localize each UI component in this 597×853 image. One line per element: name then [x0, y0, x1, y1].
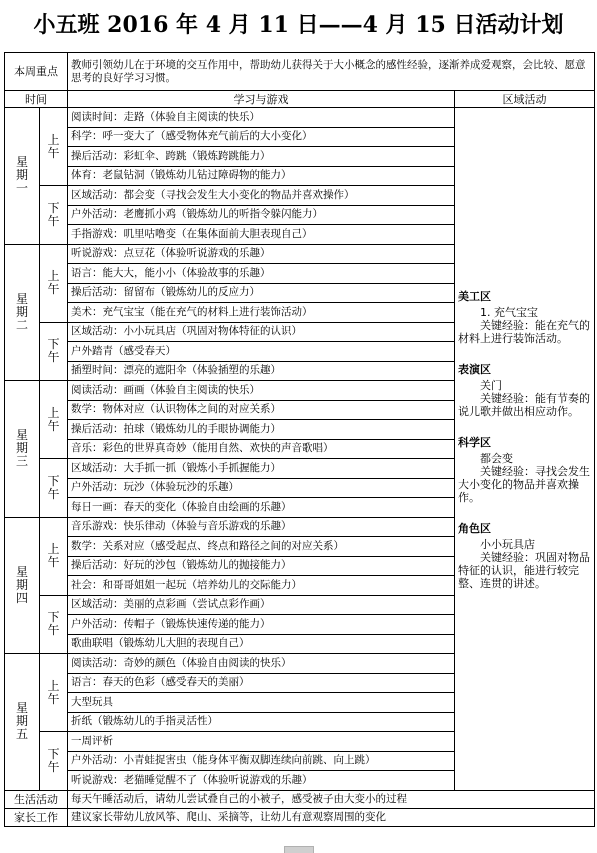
focus-row	[5, 53, 595, 91]
activity-cell: 区域活动：都会变（寻找会发生大小变化的物品并喜欢操作）	[68, 186, 455, 206]
life-row	[5, 790, 595, 808]
day-label-text: 星期一	[15, 155, 28, 196]
activity-cell: 科学：呼一变大了（感受物体充气前后的大小变化）	[68, 127, 455, 147]
morning-label-text: 上午	[47, 269, 60, 296]
area-item: 小小玩具店	[480, 537, 535, 551]
activity-cell: 操后活动：拍球（锻炼幼儿的手眼协调能力）	[68, 420, 455, 440]
afternoon-label-text: 下午	[47, 200, 60, 228]
day-label-text: 星期四	[15, 564, 28, 605]
area-item: 都会变	[480, 451, 513, 465]
activity-cell: 语言：能大大，能小小（体验故事的乐趣）	[68, 264, 455, 284]
activity-cell: 音乐：彩色的世界真奇妙（能用自然、欢快的声音歌唱）	[68, 439, 455, 459]
afternoon-label-text: 下午	[47, 473, 60, 501]
day-label	[5, 381, 40, 518]
activity-cell: 听说游戏：点豆花（体验听说游戏的乐趣）	[68, 244, 455, 264]
activity-cell: 插塑时间：漂亮的遮阳伞（体验插塑的乐趣）	[68, 361, 455, 381]
activity-cell: 折纸（锻炼幼儿的手指灵活性）	[68, 712, 455, 732]
area-item: 关门	[480, 378, 502, 392]
area-activities	[455, 108, 595, 791]
afternoon-label	[40, 322, 68, 381]
activity-cell: 区域活动：大手抓一抓（锻炼小手抓握能力）	[68, 459, 455, 479]
activity-cell: 操后活动：好玩的沙包（锻炼幼儿的抛接能力）	[68, 556, 455, 576]
day-label	[5, 244, 40, 381]
morning-label	[40, 244, 68, 322]
morning-label	[40, 517, 68, 595]
activity-cell: 社会：和哥哥姐姐一起玩（培养幼儿的交际能力）	[68, 576, 455, 596]
activity-cell: 区域活动：小小玩具店（巩固对物体特征的认识）	[68, 322, 455, 342]
parents-row	[5, 808, 595, 826]
area-name: 角色区	[458, 521, 491, 535]
morning-label-text: 上午	[47, 542, 60, 569]
morning-label-text: 上午	[47, 132, 60, 160]
activity-cell: 操后活动：留留布（锻炼幼儿的反应力）	[68, 283, 455, 303]
area-key-experience: 关键经验：巩固对物品特征的认识，能进行较完整、连贯的讲述。	[458, 550, 590, 590]
life-label: 生活活动	[5, 790, 68, 808]
activity-cell: 户外踏青（感受春天）	[68, 342, 455, 362]
activity-cell: 音乐游戏：快乐律动（体验与音乐游戏的乐趣）	[68, 517, 455, 537]
activity-cell: 大型玩具	[68, 693, 455, 713]
activity-cell: 美术：充气宝宝（能在充气的材料上进行装饰活动）	[68, 303, 455, 323]
activity-cell: 户外活动：玩沙（体验玩沙的乐趣）	[68, 478, 455, 498]
area-key-experience: 关键经验：能有节奏的说儿歌并做出相应动作。	[458, 391, 590, 418]
afternoon-label	[40, 732, 68, 791]
morning-label-text: 上午	[47, 405, 60, 433]
afternoon-label-text: 下午	[47, 337, 60, 365]
morning-label	[40, 108, 68, 186]
activity-cell: 体育：老鼠钻洞（锻炼幼儿钻过障碍物的能力）	[68, 166, 455, 186]
activity-cell: 听说游戏：老猫睡觉醒不了（体验听说游戏的乐趣）	[68, 771, 455, 791]
header-learning: 学习与游戏	[68, 91, 455, 108]
area-name: 美工区	[458, 289, 491, 303]
area-block	[458, 522, 591, 590]
afternoon-label	[40, 595, 68, 654]
activity-cell: 手指游戏：叽里咕噜变（在集体面前大胆表现自己）	[68, 225, 455, 245]
area-block	[458, 290, 591, 345]
header-area: 区域活动	[455, 91, 595, 108]
day-label	[5, 108, 40, 245]
life-text: 每天午睡活动后，请幼儿尝试叠自己的小被子，感受被子由大变小的过程	[68, 790, 595, 808]
activity-cell: 操后活动：彩虹伞、跨跳（锻炼跨跳能力）	[68, 147, 455, 167]
day-label	[5, 654, 40, 791]
afternoon-label-text: 下午	[47, 610, 60, 638]
activity-cell: 阅读时间：走路（体验自主阅读的快乐）	[68, 108, 455, 128]
area-name: 科学区	[458, 435, 491, 449]
activity-cell: 阅读活动：奇妙的颜色（体验自由阅读的快乐）	[68, 654, 455, 674]
activity-cell: 区域活动：美丽的点彩画（尝试点彩作画）	[68, 595, 455, 615]
activity-cell: 阅读活动：画画（体验自主阅读的快乐）	[68, 381, 455, 401]
morning-label	[40, 654, 68, 732]
activity-cell: 语言：春天的色彩（感受春天的美丽）	[68, 673, 455, 693]
table-row	[5, 108, 595, 128]
activity-cell: 歌曲联唱（锻炼幼儿大胆的表现自己）	[68, 634, 455, 654]
activity-cell: 数学：物体对应（认识物体之间的对应关系）	[68, 400, 455, 420]
day-label-text: 星期三	[15, 428, 28, 469]
activity-cell: 一周评析	[68, 732, 455, 752]
area-item: 1. 充气宝宝	[480, 305, 538, 319]
parents-label: 家长工作	[5, 808, 68, 826]
area-block	[458, 363, 591, 418]
afternoon-label	[40, 459, 68, 518]
day-label	[5, 517, 40, 654]
activity-cell: 户外活动：传帽子（锻炼快速传递的能力）	[68, 615, 455, 635]
focus-label: 本周重点	[5, 53, 68, 91]
area-name: 表演区	[458, 362, 491, 376]
header-time: 时间	[5, 91, 68, 108]
page-title: 小五班 2016 年 4 月 11 日——4 月 15 日活动计划	[33, 12, 564, 38]
area-key-experience: 关键经验：能在充气的材料上进行装饰活动。	[458, 318, 590, 345]
activity-cell: 户外活动：老鹰抓小鸡（锻炼幼儿的听指令躲闪能力）	[68, 205, 455, 225]
afternoon-label-text: 下午	[47, 746, 60, 774]
day-label-text: 星期五	[15, 701, 28, 742]
activity-cell: 户外活动：小青蛙捉害虫（能身体平衡双脚连续向前跳、向上跳）	[68, 751, 455, 771]
area-key-experience: 关键经验：寻找会发生大小变化的物品并喜欢操作。	[458, 464, 590, 504]
day-label-text: 星期二	[15, 291, 28, 332]
activity-plan-table	[4, 52, 595, 827]
focus-text: 教师引领幼儿在于环境的交互作用中，帮助幼儿获得关于大小概念的感性经验，逐渐养成爱观察，会比较、愿意思考的良好学习习惯。	[68, 53, 595, 91]
activity-cell: 每日一画：春天的变化（体验自由绘画的乐趣）	[68, 498, 455, 518]
area-block	[458, 436, 591, 504]
header-row	[5, 91, 595, 108]
afternoon-label	[40, 186, 68, 245]
morning-label	[40, 381, 68, 459]
activity-cell: 数学：关系对应（感受起点、终点和路径之间的对应关系）	[68, 537, 455, 557]
morning-label-text: 上午	[47, 678, 60, 706]
parents-text: 建议家长带幼儿放风筝、爬山、采摘等，让幼儿有意观察周围的变化	[68, 808, 595, 826]
